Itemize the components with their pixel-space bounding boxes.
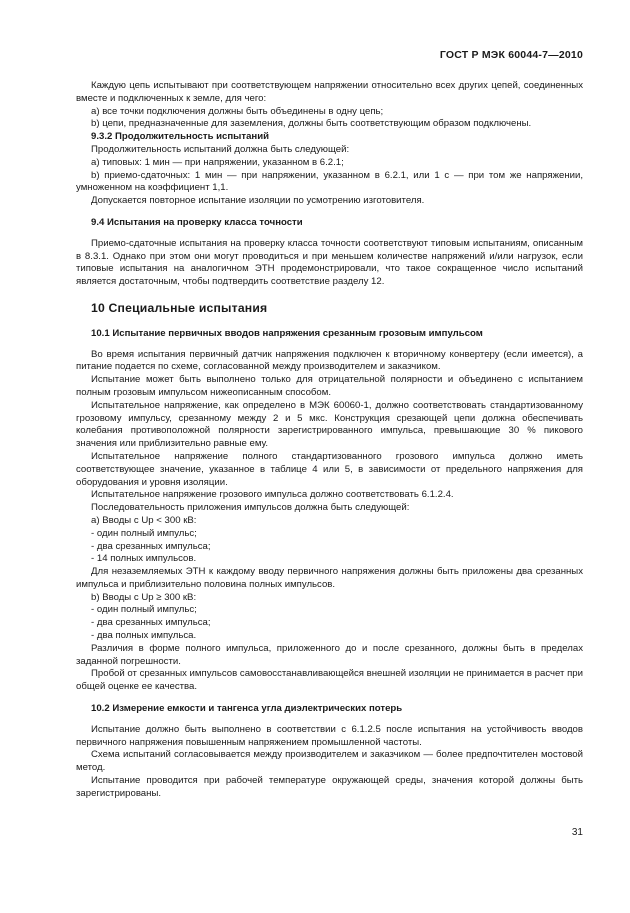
paragraph: а) Вводы с Up < 300 кВ: bbox=[91, 514, 197, 526]
paragraph: b) Вводы с Up ≥ 300 кВ: bbox=[91, 591, 197, 603]
paragraph: Приемо-сдаточные испытания на проверку класса точности соответствуют типовым испытаниям, описанным в 8.3.1. Однако при этом они могут проводиться и при меньшем количестве напряжений и/или нагрузок, если типовые испытания на аналогичном ЭТН продемонстрировали, что такое сокращенное число испытаний является достаточным, чтобы подтвердить соответствие разделу 12. bbox=[76, 237, 583, 288]
paragraph: b) цепи, предназначенные для заземления, должны быть соответствующим образом подключены. bbox=[91, 118, 532, 130]
paragraph: Каждую цепь испытывают при соответствующем напряжении относительно всех других цепей, соединенных вместе и подключенных к земле, для чего: bbox=[76, 80, 583, 104]
page-number: 31 bbox=[571, 827, 583, 838]
paragraph: Испытательное напряжение грозового импульса должно соответствовать 6.1.2.4. bbox=[91, 489, 454, 501]
paragraph: Для незаземляемых ЭТН к каждому вводу первичного напряжения должны быть приложены два срезанных импульса и приблизительно половина полных импульсов. bbox=[76, 566, 583, 590]
paragraph: - один полный импульс; bbox=[91, 604, 197, 616]
paragraph: Различия в форме полного импульса, приложенного до и после срезанного, должны быть в пределах заданной погрешности. bbox=[76, 642, 583, 667]
paragraph: Испытательное напряжение полного стандартизованного грозового импульса должно иметь соответствующее значение, указанное в таблице 4 или 5, в зависимости от предельного напряжения для оборудования и уровня изоляции. bbox=[76, 450, 583, 488]
paragraph: - два полных импульса. bbox=[91, 630, 197, 642]
paragraph: - 14 полных импульсов. bbox=[91, 553, 197, 565]
paragraph: Продолжительность испытаний должна быть следующей: bbox=[91, 143, 350, 155]
standard-header: ГОСТ Р МЭК 60044-7—2010 bbox=[439, 49, 583, 61]
section-heading: 9.4 Испытания на проверку класса точности bbox=[91, 216, 303, 228]
paragraph: а) все точки подключения должны быть объединены в одну цепь; bbox=[91, 105, 384, 117]
paragraph: - два срезанных импульса; bbox=[91, 540, 211, 552]
paragraph: - один полный импульс; bbox=[91, 527, 197, 539]
paragraph: Испытание должно быть выполнено в соответствии с 6.1.2.5 после испытания на устойчивость вводов первичного напряжения повышенным напряжением промышленной частоты. bbox=[76, 723, 583, 748]
paragraph: Испытательное напряжение, как определено в МЭК 60060-1, должно соответствовать стандартизованному грозовому импульсу, срезанному между 2 и 5 мкс. Конструкция срезающей цепи должна обеспечивать колебания противоположной полярности зарегистрированного импульса, превышающие 30 % пикового значения или приблизительно равные ему. bbox=[76, 399, 583, 450]
section-heading: 10.1 Испытание первичных вводов напряжения срезанным грозовым импульсом bbox=[91, 327, 483, 339]
paragraph: а) типовых: 1 мин — при напряжении, указанном в 6.2.1; bbox=[91, 156, 344, 168]
paragraph: - два срезанных импульса; bbox=[91, 617, 211, 629]
paragraph: Допускается повторное испытание изоляции по усмотрению изготовителя. bbox=[91, 195, 425, 207]
paragraph: Испытание проводится при рабочей температуре окружающей среды, значения которой должны быть зарегистрированы. bbox=[76, 775, 583, 799]
paragraph: Последовательность приложения импульсов должна быть следующей: bbox=[91, 502, 410, 514]
chapter-heading: 10 Специальные испытания bbox=[91, 300, 268, 315]
paragraph: Во время испытания первичный датчик напряжения подключен к вторичному конвертеру (если имеется), а питание подается по схеме, согласованной между производителем и заказчиком. bbox=[76, 348, 583, 373]
section-heading: 10.2 Измерение емкости и тангенса угла диэлектрических потерь bbox=[91, 703, 403, 715]
paragraph: Пробой от срезанных импульсов самовосстанавливающейся внешней изоляции не принимается в расчет при общей оценке ее качества. bbox=[76, 668, 583, 693]
paragraph: Испытание может быть выполнено только для отрицательной полярности и объединено с испытанием полным грозовым импульсом нижеописанным способом. bbox=[76, 374, 583, 398]
paragraph: Схема испытаний согласовывается между производителем и заказчиком — более предпочтителен мостовой метод. bbox=[76, 749, 583, 774]
subsection-heading: 9.3.2 Продолжительность испытаний bbox=[91, 131, 269, 143]
document-body bbox=[76, 80, 583, 801]
paragraph: b) приемо-сдаточных: 1 мин — при напряжении, указанном в 6.2.1, или 1 с — при том же напряжении, умноженном на коэффициент 1,1. bbox=[76, 169, 583, 194]
